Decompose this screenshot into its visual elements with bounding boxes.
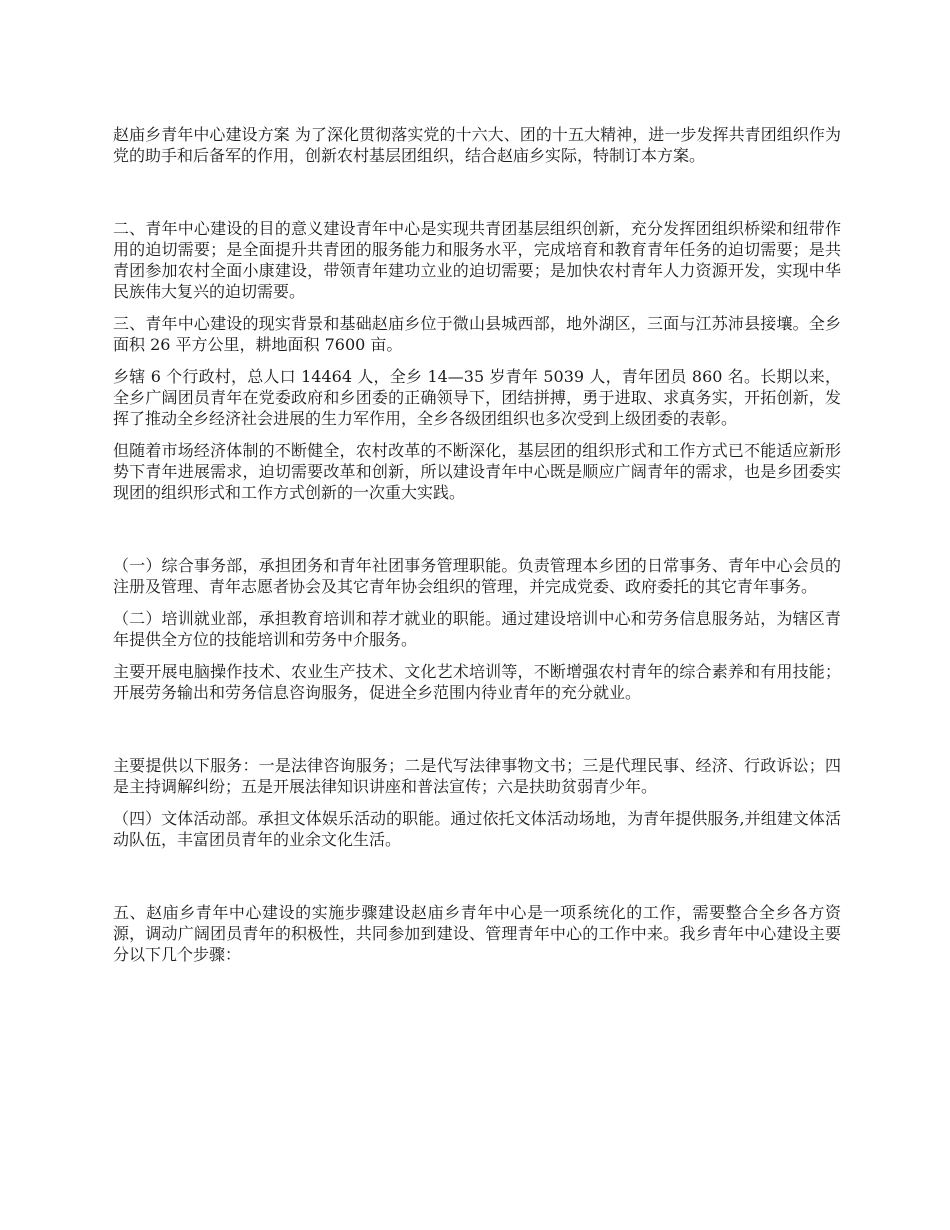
paragraph-legal-services: 主要提供以下服务：一是法律咨询服务；二是代写法律事物文书；三是代理民事、经济、行政诉讼；四是主持调解纠纷；五是开展法律知识讲座和普法宣传；六是扶助贫弱青少年。 xyxy=(113,756,841,796)
paragraph-dept-4: （四）文体活动部。承担文体娱乐活动的职能。通过依托文体活动场地，为青年提供服务,并组建文体活动队伍，丰富团员青年的业余文化生活。 xyxy=(113,809,841,849)
paragraph-section-3: 三、青年中心建设的现实背景和基础赵庙乡位于微山县城西部，地外湖区，三面与江苏沛县接壤。全乡面积 26 平方公里，耕地面积 7600 亩。 xyxy=(113,314,841,354)
paragraph-dept-2: （二）培训就业部，承担教育培训和荐才就业的职能。通过建设培训中心和劳务信息服务站，为辖区青年提供全方位的技能培训和劳务中介服务。 xyxy=(113,609,841,649)
paragraph-dept-1: （一）综合事务部，承担团务和青年社团事务管理职能。负责管理本乡团的日常事务、青年中心会员的注册及管理、青年志愿者协会及其它青年协会组织的管理，并完成党委、政府委托的其它青年事务。 xyxy=(113,556,841,596)
paragraph-training: 主要开展电脑操作技术、农业生产技术、文化艺术培训等，不断增强农村青年的综合素养和有用技能；开展劳务输出和劳务信息咨询服务，促进全乡范围内待业青年的充分就业。 xyxy=(113,662,841,702)
paragraph-section-2: 二、青年中心建设的目的意义建设青年中心是实现共青团基层组织创新，充分发挥团组织桥梁和纽带作用的迫切需要；是全面提升共青团的服务能力和服务水平，完成培育和教育青年任务的迫切需要；是共青团参加农村全面小康建设，带领青年建功立业的迫切需要；是加快农村青年人力资源开发，实现中华民族伟大复兴的迫切需要。 xyxy=(113,219,841,301)
paragraph-intro: 赵庙乡青年中心建设方案 为了深化贯彻落实党的十六大、团的十五大精神，进一步发挥共青团组织作为党的助手和后备军的作用，创新农村基层团组织，结合赵庙乡实际，特制订本方案。 xyxy=(113,125,841,165)
paragraph-section-5: 五、赵庙乡青年中心建设的实施步骤建设赵庙乡青年中心是一项系统化的工作，需要整合全乡各方资源，调动广阔团员青年的积极性，共同参加到建设、管理青年中心的工作中来。我乡青年中心建设主要分以下几个步骤： xyxy=(113,903,841,964)
paragraph-reform: 但随着市场经济体制的不断健全，农村改革的不断深化，基层团的组织形式和工作方式已不能适应新形势下青年进展需求，迫切需要改革和创新，所以建设青年中心既是顺应广阔青年的需求，也是乡团委实现团的组织形式和工作方式创新的一次重大实践。 xyxy=(113,441,841,502)
paragraph-population: 乡辖 6 个行政村，总人口 14464 人，全乡 14—35 岁青年 5039 人，青年团员 860 名。长期以来，全乡广阔团员青年在党委政府和乡团委的正确领导下，团结拼搏，勇于进取、求真务实，开拓创新，发挥了推动全乡经济社会进展的生力军作用，全乡各级团组织也多次受到上级团委的表彰。 xyxy=(113,367,841,428)
document-body xyxy=(113,124,841,965)
